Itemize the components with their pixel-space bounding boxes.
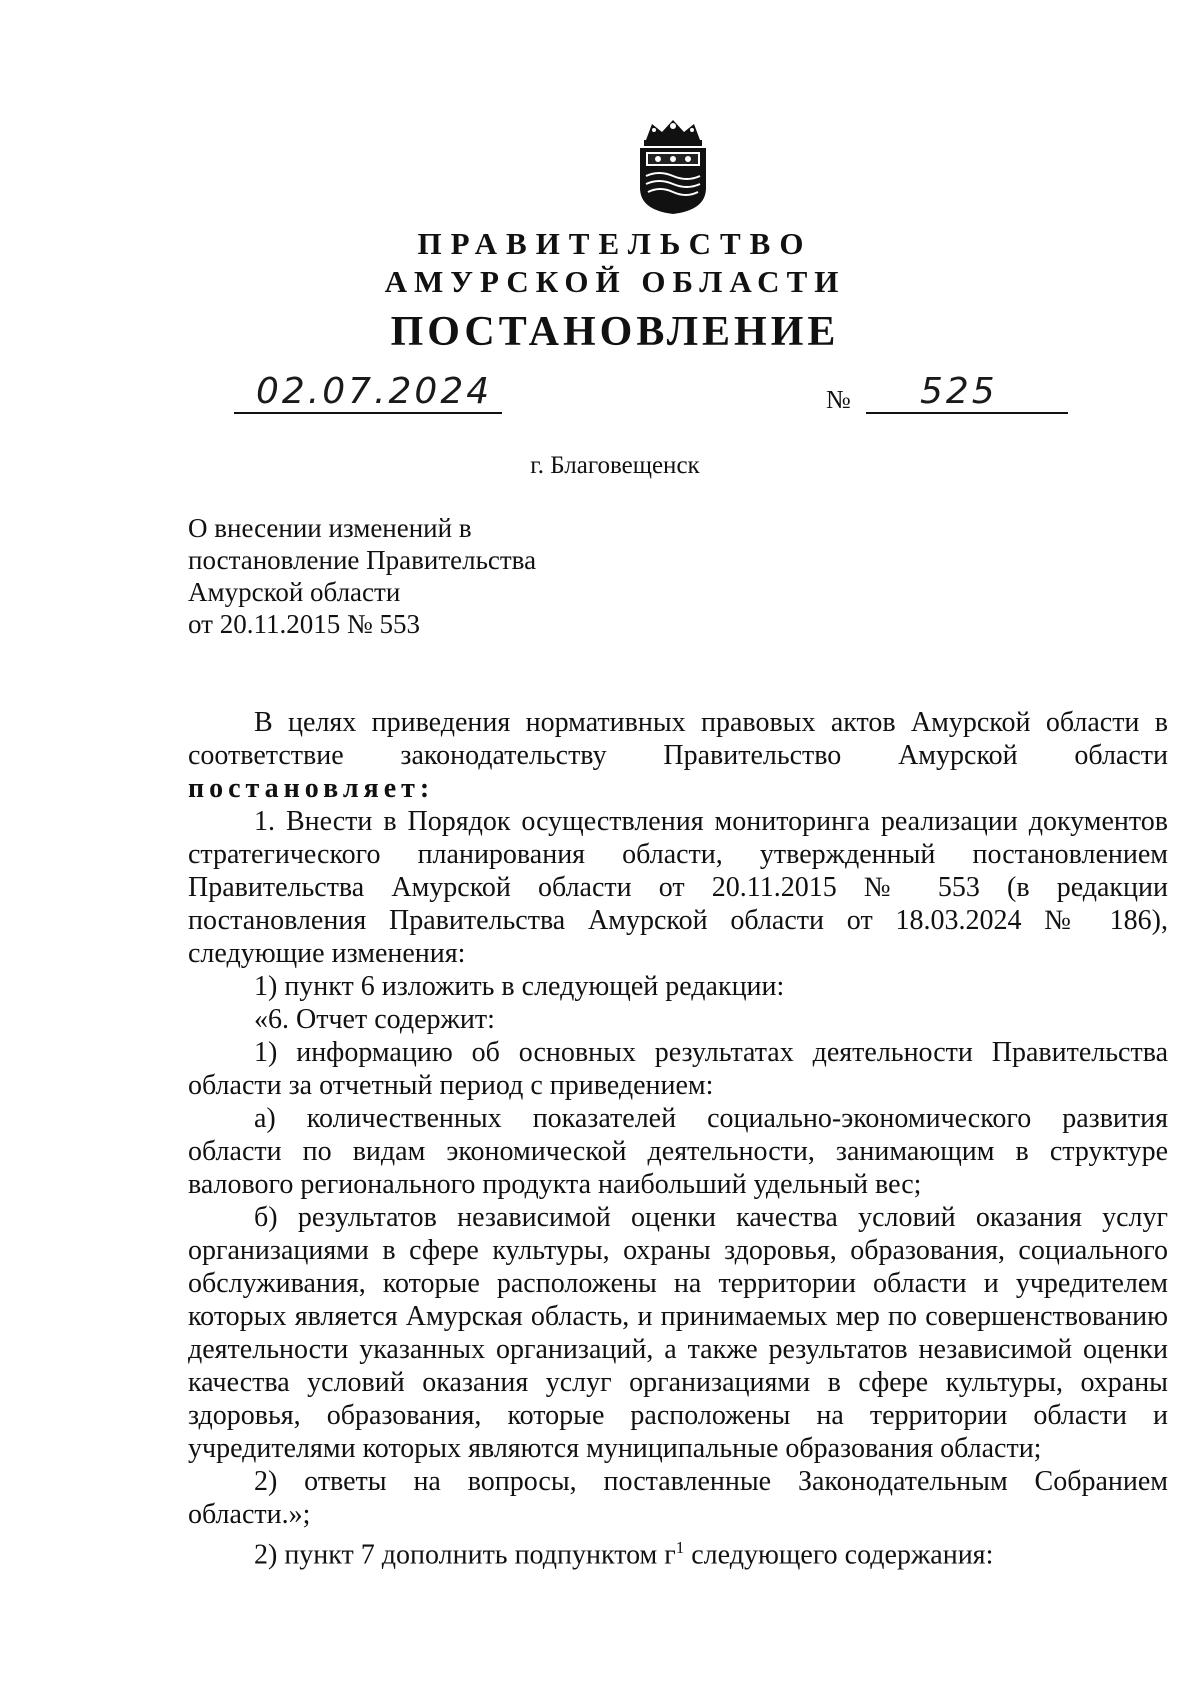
handwritten-number: 525 — [920, 371, 998, 412]
paragraph-point-6: «6. Отчет содержит: — [254, 1004, 495, 1035]
paragraph-6-1: 1) информацию об основных результатах деятельности Правительства области за отчетный период с приведением: — [188, 1037, 1168, 1101]
header-government: ПРАВИТЕЛЬСТВО — [417, 226, 813, 261]
document-type-title: ПОСТАНОВЛЕНИЕ — [390, 309, 840, 355]
p8-text-pre: 2) пункт 7 дополнить подпунктом г — [254, 1539, 676, 1571]
subject-line: Амурской области — [188, 577, 401, 607]
document-body — [188, 706, 1168, 1571]
resolves-word — [188, 772, 1168, 805]
paragraph-6-1-b: б) результатов независимой оценки качества условий оказания услуг организациями в сфере культуры, охраны здоровья, образования, социального обслуживания, которые расположены на территории области и учредителем которых является Амурская область, и принимаемых мер по совершенствованию деятельности указанных организаций, а также результатов независимой оценки качества условий оказания услуг организациями в сфере культуры, охраны здоровья, образования, которые расположены на территории области и учредителями которых являются муниципальные образования области; — [188, 1202, 1168, 1464]
subject-line: О внесении изменений в — [188, 513, 472, 543]
city-label: г. Благовещенск — [530, 452, 700, 479]
preamble-paragraph: В целях приведения нормативных правовых актов Амурской области в соответствие законодательству Правительство Амурской области — [188, 707, 1168, 771]
paragraph-1-2 — [188, 1531, 1168, 1571]
paragraph-6-2: 2) ответы на вопросы, поставленные Законодательным Собранием области.»; — [188, 1466, 1168, 1530]
resolves-label: постановляет: — [188, 773, 435, 804]
number-sign: № — [826, 385, 851, 414]
date-underline — [234, 412, 502, 414]
paragraph-1-1: 1) пункт 6 изложить в следующей редакции: — [254, 971, 785, 1002]
coat-of-arms-icon — [632, 118, 714, 216]
header-region: АМУРСКОЙ ОБЛАСТИ — [384, 264, 846, 299]
subject-line: от 20.11.2015 № 553 — [188, 609, 420, 639]
paragraph-6-1-a: а) количественных показателей социально-экономического развития области по видам экономической деятельности, занимающим в структуре валового регионального продукта наибольший удельный вес; — [188, 1103, 1168, 1200]
subject-line: постановление Правительства — [188, 545, 537, 575]
document-subject — [188, 512, 536, 640]
p8-text-post: следующего содержания: — [684, 1539, 994, 1571]
p8-superscript: 1 — [675, 1538, 685, 1557]
paragraph-1: 1. Внести в Порядок осуществления мониторинга реализации документов стратегического планирования области, утвержденный постановлением Правительства Амурской области от 20.11.2015 № 553 (в редакции постановления Правительства Амурской области от 18.03.2024 № 186), следующие изменения: — [188, 806, 1168, 969]
number-underline — [866, 412, 1068, 414]
handwritten-date: 02.07.2024 — [256, 371, 493, 412]
